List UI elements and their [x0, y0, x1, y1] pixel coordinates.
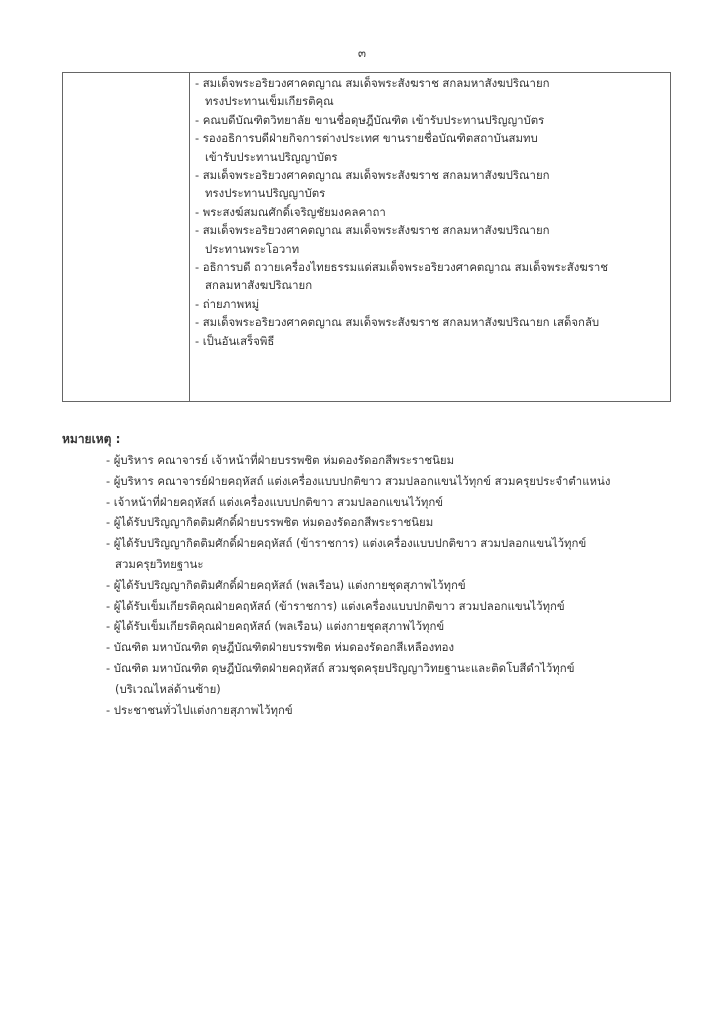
- schedule-item: - สมเด็จพระอริยวงศาคตญาณ สมเด็จพระสังฆราช สกลมหาสังฆปริณายก เสด็จกลับ: [195, 315, 600, 330]
- notes-title: หมายเหตุ :: [62, 432, 121, 446]
- note-item: - ผู้ได้รับปริญญากิตติมศักดิ์ฝ่ายบรรพชิต ห่มดองรัดอกสีพระราชนิยม: [106, 515, 434, 530]
- schedule-item-continuation: สกลมหาสังฆปริณายก: [205, 278, 313, 293]
- schedule-item: - รองอธิการบดีฝ่ายกิจการต่างประเทศ ขานรายชื่อบัณฑิตสถาบันสมทบ: [195, 131, 538, 146]
- schedule-item: - อธิการบดี ถวายเครื่องไทยธรรมแด่สมเด็จพระอริยวงศาคตญาณ สมเด็จพระสังฆราช: [195, 260, 609, 275]
- notes-list: [106, 450, 610, 720]
- schedule-item-continuation: เข้ารับประทานปริญญาบัตร: [205, 149, 338, 164]
- schedule-item-continuation: ทรงประทานปริญญาบัตร: [205, 186, 326, 201]
- note-item: - เจ้าหน้าที่ฝ่ายคฤหัสถ์ แต่งเครื่องแบบปกติขาว สวมปลอกแขนไว้ทุกข์: [106, 494, 444, 509]
- schedule-item: - คณบดีบัณฑิตวิทยาลัย ขานชื่อดุษฎีบัณฑิต เข้ารับประทานปริญญาบัตร: [195, 112, 545, 127]
- column-divider: [189, 73, 190, 401]
- note-item: - ผู้ได้รับเข็มเกียรติคุณฝ่ายคฤหัสถ์ (ข้าราชการ) แต่งเครื่องแบบปกติขาว สวมปลอกแขนไว้ทุกข์: [106, 598, 565, 613]
- schedule-item-continuation: ประทานพระโอวาท: [205, 241, 300, 256]
- note-item: - บัณฑิต มหาบัณฑิต ดุษฎีบัณฑิตฝ่ายคฤหัสถ์ สวมชุดครุยปริญญาวิทยฐานะและติดโบสีดำไว้ทุกข์: [106, 660, 575, 675]
- note-item: - ผู้ได้รับปริญญากิตติมศักดิ์ฝ่ายคฤหัสถ์ (พลเรือน) แต่งกายชุดสุภาพไว้ทุกข์: [106, 577, 466, 592]
- schedule-item: - สมเด็จพระอริยวงศาคตญาณ สมเด็จพระสังฆราช สกลมหาสังฆปริณายก: [195, 76, 550, 90]
- schedule-item: - สมเด็จพระอริยวงศาคตญาณ สมเด็จพระสังฆราช สกลมหาสังฆปริณายก: [195, 223, 550, 238]
- schedule-table: [62, 72, 671, 402]
- schedule-item: - สมเด็จพระอริยวงศาคตญาณ สมเด็จพระสังฆราช สกลมหาสังฆปริณายก: [195, 168, 550, 183]
- schedule-item-continuation: ทรงประทานเข็มเกียรติคุณ: [205, 94, 334, 109]
- schedule-list: [195, 74, 608, 350]
- schedule-item: - เป็นอันเสร็จพิธี: [195, 333, 275, 348]
- note-item-continuation: (บริเวณไหล่ด้านซ้าย): [115, 681, 221, 696]
- note-item: - ผู้บริหาร คณาจารย์ฝ่ายคฤหัสถ์ แต่งเครื่องแบบปกติขาว สวมปลอกแขนไว้ทุกข์ สวมครุยประจำตำแหน่ง: [106, 473, 611, 488]
- note-item: - บัณฑิต มหาบัณฑิต ดุษฎีบัณฑิตฝ่ายบรรพชิต ห่มดองรัดอกสีเหลืองทอง: [106, 640, 455, 655]
- note-item-continuation: สวมครุยวิทยฐานะ: [115, 556, 204, 571]
- note-item: - ผู้ได้รับเข็มเกียรติคุณฝ่ายคฤหัสถ์ (พลเรือน) แต่งกายชุดสุภาพไว้ทุกข์: [106, 619, 445, 634]
- note-item: - ประชาชนทั่วไปแต่งกายสุภาพไว้ทุกข์: [106, 702, 293, 717]
- note-item: - ผู้ได้รับปริญญากิตติมศักดิ์ฝ่ายคฤหัสถ์ (ข้าราชการ) แต่งเครื่องแบบปกติขาว สวมปลอกแขนไว้ทุกข์: [106, 536, 587, 551]
- note-item: - ผู้บริหาร คณาจารย์ เจ้าหน้าที่ฝ่ายบรรพชิต ห่มดองรัดอกสีพระราชนิยม: [106, 453, 455, 467]
- schedule-item: - ถ่ายภาพหมู่: [195, 296, 260, 311]
- schedule-item: - พระสงฆ์สมณศักดิ์เจริญชัยมงคลคาถา: [195, 204, 386, 219]
- page-number: ๓: [357, 46, 367, 60]
